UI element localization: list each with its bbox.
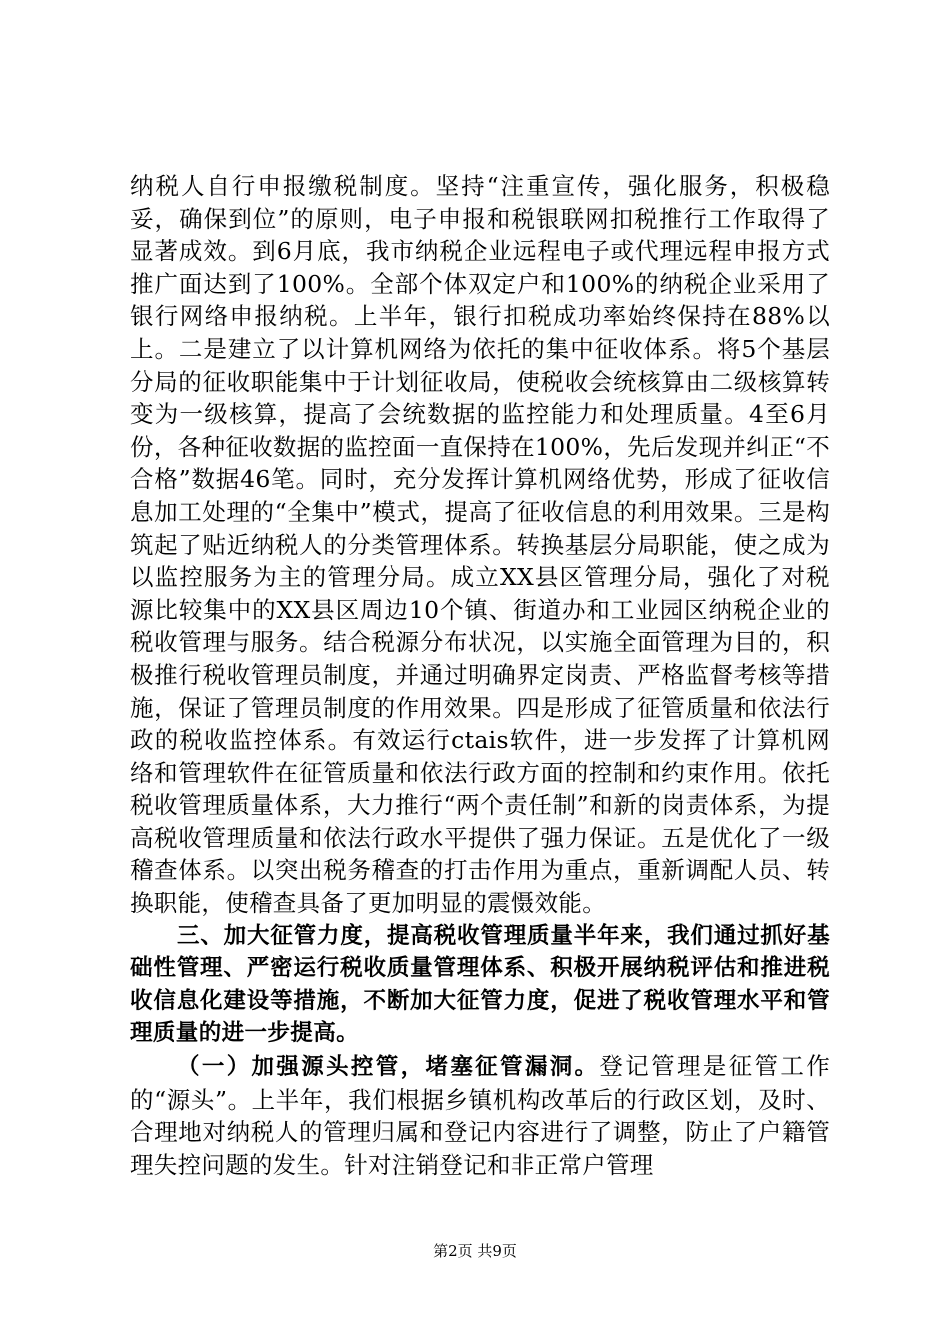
paragraph-collection-system: 纳税人自行申报缴税制度。坚持“注重宣传，强化服务，积极稳妥，确保到位”的原则，电子申报和税银联网扣税推行工作取得了显著成效。到6月底，我市纳税企业远程电子或代理远程申报方式推广面达到了100%。全部个体双定户和100%的纳税企业采用了银行网络申报纳税。上半年，银行扣税成功率始终保持在88%以上。二是建立了以计算机网络为依托的集中征收体系。将5个基层分局的征收职能集中于计划征收局，使税收会统核算由二级核算转变为一级核算，提高了会统数据的监控能力和处理质量。4至6月份，各种征收数据的监控面一直保持在100%，先后发现并纠正“不合格”数据46笔。同时，充分发挥计算机网络优势，形成了征收信息加工处理的“全集中”模式，提高了征收信息的利用效果。三是构筑起了贴近纳税人的分类管理体系。转换基层分局职能，使之成为以监控服务为主的管理分局。成立XX县区管理分局，强化了对税源比较集中的XX县区周边10个镇、街道办和工业园区纳税企业的税收管理与服务。结合税源分布状况，以实施全面管理为目的，积极推行税收管理员制度，并通过明确界定岗责、严格监督考核等措施，保证了管理员制度的作用效果。四是形成了征管质量和依法行政的税收监控体系。有效运行ctais软件，进一步发挥了计算机网络和管理软件在征管质量和依法行政方面的控制和约束作用。依托税收管理质量体系，大力推行“两个责任制”和新的岗责体系，为提高税收管理质量和依法行政水平提供了强力保证。五是优化了一级稽查体系。以突出税务稽查的打击作用为重点，重新调配人员、转换职能，使稽查具备了更加明显的震慑效能。 <box>130 172 830 918</box>
document-body <box>130 170 830 1181</box>
page-number-footer: 第2页 共9页 <box>433 1242 517 1260</box>
subsection-heading: （一）加强源头控管，堵塞征管漏洞。 <box>177 1054 600 1081</box>
subsection-body: 登记管理是征管工作的“源头”。上半年，我们根据乡镇机构改革后的行政区划，及时、合理地对纳税人的管理归属和登记内容进行了调整，防止了户籍管理失控问题的发生。针对注销登记和非正常户管理 <box>130 1052 831 1179</box>
paragraph-source-control <box>130 1050 830 1181</box>
section-heading-enforcement: 三、加大征管力度，提高税收管理质量半年来，我们通过抓好基础性管理、严密运行税收质量管理体系、积极开展纳税评估和推进税收信息化建设等措施，不断加大征管力度，促进了税收管理水平和管理质量的进一步提高。 <box>130 922 830 1047</box>
